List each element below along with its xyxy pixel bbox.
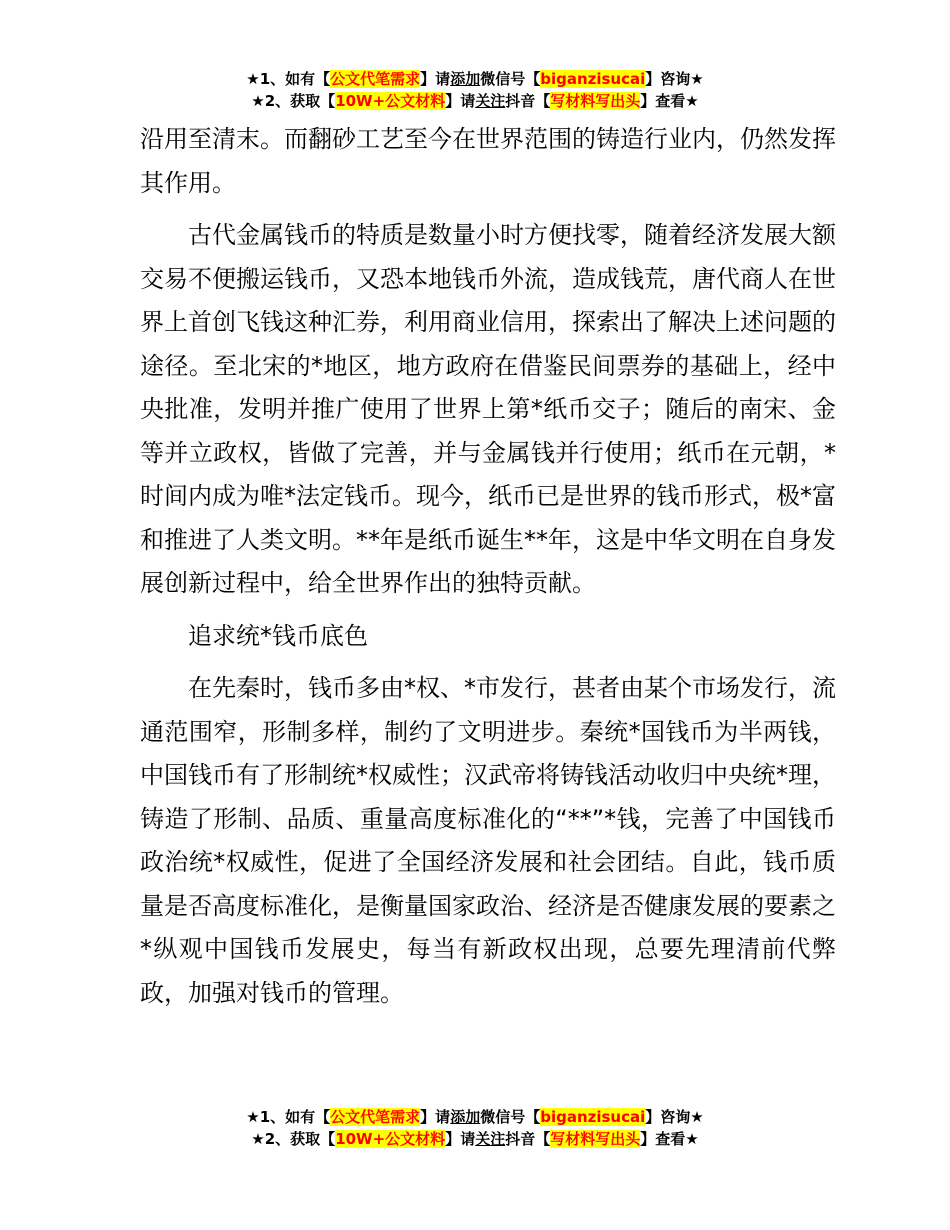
paragraph: 古代金属钱币的特质是数量小时方便找零，随着经济发展大额交易不便搬运钱币，又恐本地钱币外流，造成钱荒，唐代商人在世界上首创飞钱这种汇券，利用商业信用，探索出了解决上述问题的途径。至北宋的*地区，地方政府在借鉴民间票券的基础上，经中央批准，发明并推广使用了世界上第*纸币交子；随后的南宋、金等并立政权，皆做了完善，并与金属钱并行使用；纸币在元朝，*时间内成为唯*法定钱币。现今，纸币已是世界的钱币形式，极*富和推进了人类文明。**年是纸币诞生**年，这是中华文明在自身发展创新过程中，给全世界作出的独特贡献。 <box>140 221 836 597</box>
banner-text: 抖音【 <box>505 92 551 110</box>
banner-text: 】请 <box>445 92 476 110</box>
banner-text: 】请 <box>420 70 451 88</box>
banner-text: 微信号【 <box>480 1108 541 1126</box>
banner-highlight: 写材料写出头 <box>550 1130 641 1148</box>
banner-highlight: 10W+公文材料 <box>335 1130 446 1148</box>
banner-line-2 <box>0 90 950 112</box>
banner-emphasis: 关注 <box>475 1130 506 1148</box>
banner-highlight: 10W+公文材料 <box>335 92 446 110</box>
footer-banner <box>0 1106 950 1150</box>
banner-text: ★2、获取【 <box>251 92 336 110</box>
banner-text: 】请 <box>420 1108 451 1126</box>
paragraph: 在先秦时，钱币多由*权、*市发行，甚者由某个市场发行，流通范围窄，形制多样，制约了文明进步。秦统*国钱币为半两钱，中国钱币有了形制统*权威性；汉武帝将铸钱活动收归中央统*理，铸造了形制、品质、重量高度标准化的“**”*钱，完善了中国钱币政治统*权威性，促进了全国经济发展和社会团结。自此，钱币质量是否高度标准化，是衡量国家政治、经济是否健康发展的要素之*纵观中国钱币发展史，每当有新政权出现，总要先理清前代弊政，加强对钱币的管理。 <box>140 674 836 1007</box>
header-banner <box>0 68 950 112</box>
banner-text: 】请 <box>445 1130 476 1148</box>
banner-text: 】查看★ <box>640 1130 699 1148</box>
banner-highlight: 公文代笔需求 <box>330 1108 421 1126</box>
banner-text: 】咨询★ <box>645 1108 704 1126</box>
banner-highlight: 写材料写出头 <box>550 92 641 110</box>
paragraph: 沿用至清末。而翻砂工艺至今在世界范围的铸造行业内，仍然发挥其作用。 <box>140 125 836 197</box>
banner-emphasis: 关注 <box>475 92 506 110</box>
document-body <box>140 118 836 1024</box>
banner-emphasis: 添加 <box>450 70 481 88</box>
banner-line-2 <box>0 1128 950 1150</box>
banner-line-1 <box>0 68 950 90</box>
banner-text: ★2、获取【 <box>251 1130 336 1148</box>
banner-text: 微信号【 <box>480 70 541 88</box>
banner-text: ★1、如有【 <box>246 70 331 88</box>
banner-line-1 <box>0 1106 950 1128</box>
banner-highlight: 公文代笔需求 <box>330 70 421 88</box>
banner-text: 】查看★ <box>640 92 699 110</box>
banner-text: 】咨询★ <box>645 70 704 88</box>
banner-text: ★1、如有【 <box>246 1108 331 1126</box>
banner-highlight: biganzisucai <box>540 70 646 88</box>
banner-emphasis: 添加 <box>450 1108 481 1126</box>
section-heading: 追求统*钱币底色 <box>188 621 368 650</box>
banner-text: 抖音【 <box>505 1130 551 1148</box>
banner-highlight: biganzisucai <box>540 1108 646 1126</box>
